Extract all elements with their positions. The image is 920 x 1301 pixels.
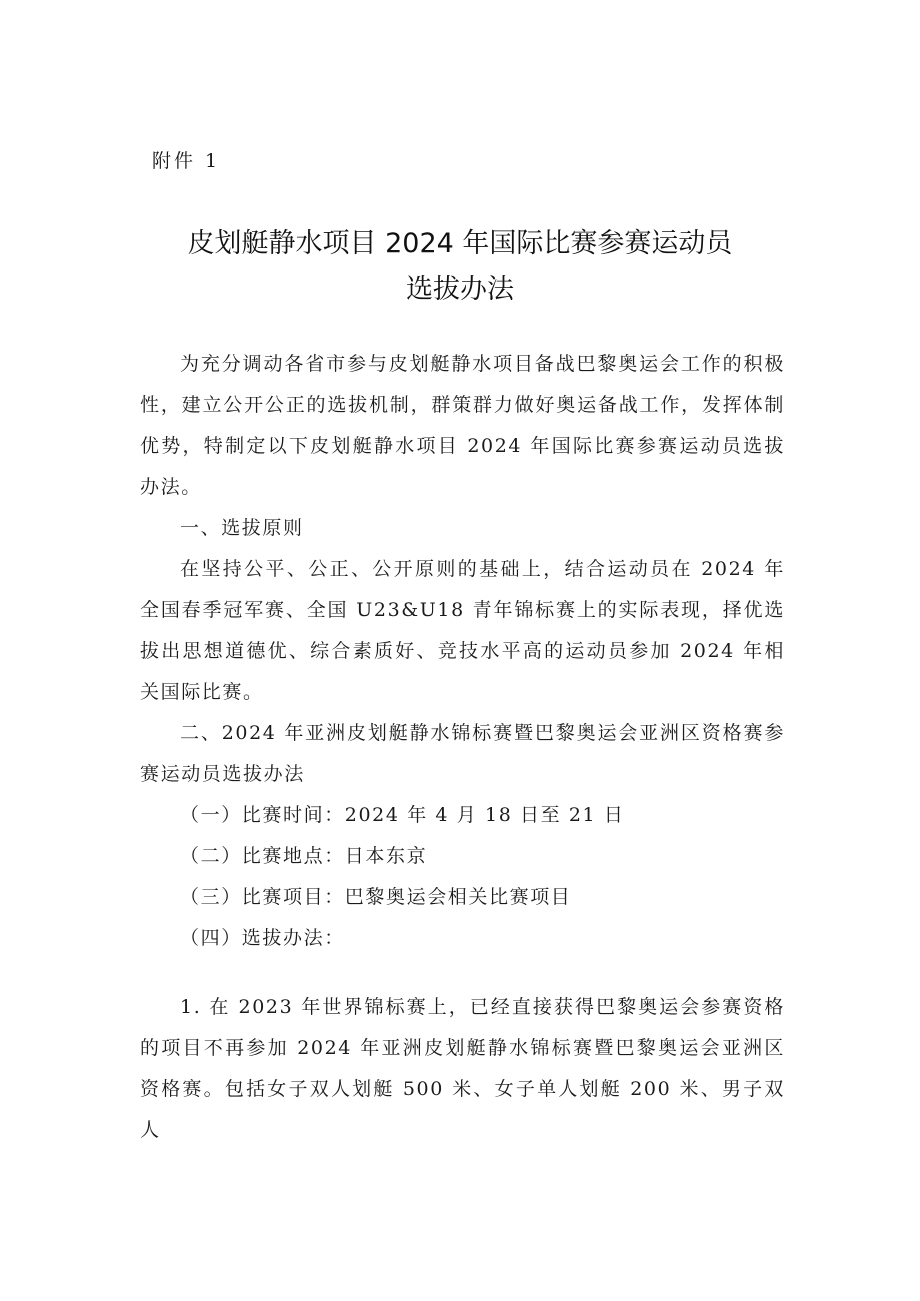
point-1-paragraph: 1. 在 2023 年世界锦标赛上，已经直接获得巴黎奥运会参赛资格的项目不再参加 2024 年亚洲皮划艇静水锦标赛暨巴黎奥运会亚洲区资格赛。包括女子双人划艇 500 米、女子单人划艇 200 米、男子双人 <box>140 996 785 1141</box>
section-1-heading: 一、选拔原则 <box>180 517 304 539</box>
attachment-label: 附件 1 <box>152 150 221 172</box>
section-1-paragraph: 在坚持公平、公正、公开原则的基础上，结合运动员在 2024 年全国春季冠军赛、全国 U23&U18 青年锦标赛上的实际表现，择优选拔出思想道德优、综合素质好、竞技水平高的运动员参加 2024 年相关国际比赛。 <box>140 558 785 703</box>
intro-paragraph: 为充分调动各省市参与皮划艇静水项目备战巴黎奥运会工作的积极性，建立公开公正的选拔机制，群策群力做好奥运备战工作，发挥体制优势，特制定以下皮划艇静水项目 2024 年国际比赛参赛运动员选拔办法。 <box>140 353 785 498</box>
document-body-continued <box>140 987 785 1151</box>
section-2-item-events: （三）比赛项目：巴黎奥运会相关比赛项目 <box>180 886 572 908</box>
document-title-line-1: 皮划艇静水项目 2024 年国际比赛参赛运动员 <box>187 228 733 259</box>
section-2-item-method: （四）选拔办法： <box>180 927 345 949</box>
document-body <box>140 344 785 959</box>
document-title-line-2: 选拔办法 <box>406 274 514 305</box>
section-2-heading: 二、2024 年亚洲皮划艇静水锦标赛暨巴黎奥运会亚洲区资格赛参赛运动员选拔办法 <box>140 722 785 785</box>
section-2-item-location: （二）比赛地点：日本东京 <box>180 845 428 867</box>
section-2-item-time: （一）比赛时间：2024 年 4 月 18 日至 21 日 <box>180 804 625 826</box>
